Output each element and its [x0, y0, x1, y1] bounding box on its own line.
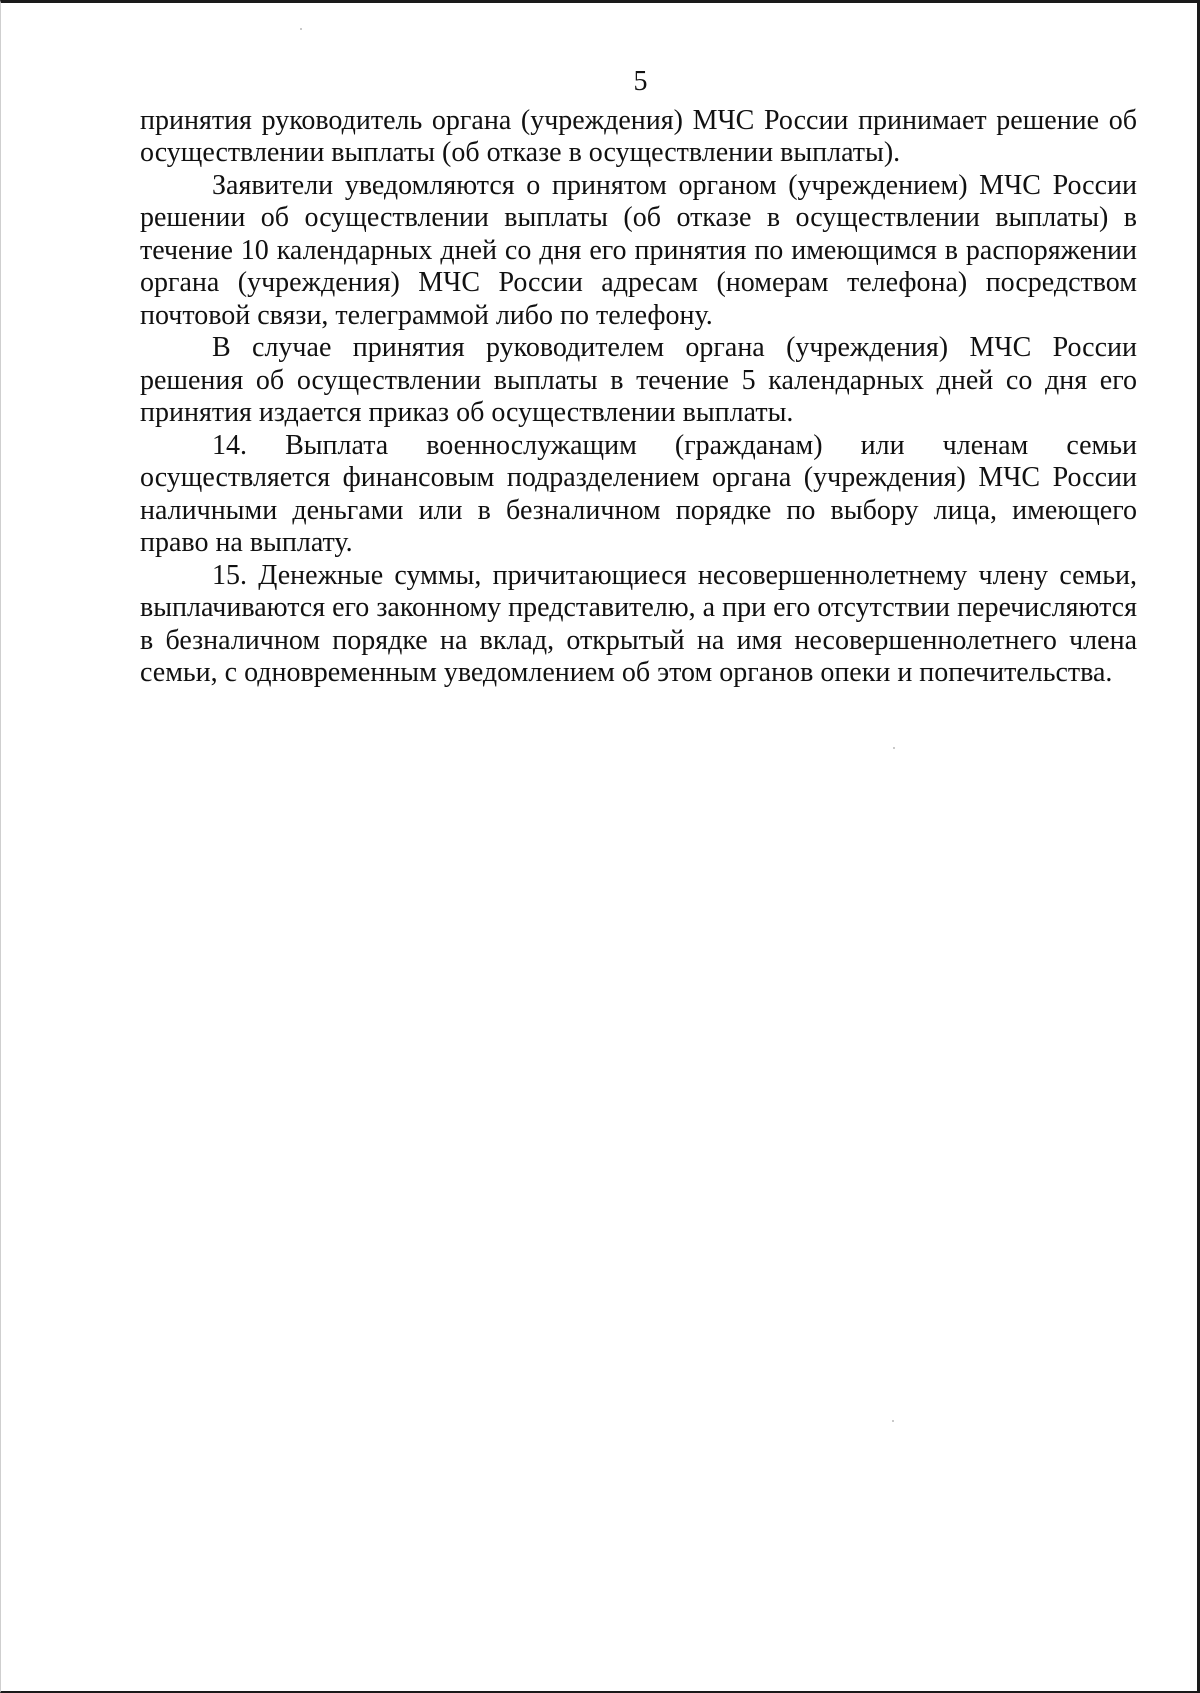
- scan-speck: [300, 28, 302, 30]
- scan-speck: [893, 747, 895, 749]
- page-number: 5: [633, 66, 648, 97]
- paragraph-continuation: принятия руководитель органа (учреждения) МЧС России принимает решение об осуществлении выплаты (об отказе в осуществлении выплаты).: [140, 104, 1137, 168]
- document-page: [140, 66, 1137, 690]
- paragraph-item-14: 14. Выплата военнослужащим (гражданам) или членам семьи осуществляется финансовым подразделением органа (учреждения) МЧС России наличными деньгами или в безналичном порядке по выбору лица, имеющего право на выплату.: [140, 429, 1137, 558]
- paragraph-decision-order: В случае принятия руководителем органа (учреждения) МЧС России решения об осуществлении выплаты в течение 5 календарных дней со дня его принятия издается приказ об осуществлении выплаты.: [140, 332, 1137, 428]
- scan-speck: [892, 1420, 894, 1422]
- paragraph-item-15: 15. Денежные суммы, причитающиеся несовершеннолетнему члену семьи, выплачиваются его законному представителю, а при его отсутствии перечисляются в безналичном порядке на вклад, открытый на имя несовершеннолетнего члена семьи, с одновременным уведомлением об этом органов опеки и попечительства.: [140, 559, 1137, 688]
- paragraph-notification: Заявители уведомляются о принятом органом (учреждением) МЧС России решении об осуществлении выплаты (об отказе в осуществлении выплаты) в течение 10 календарных дней со дня его принятия по имеющимся в распоряжении органа (учреждения) МЧС России адресам (номерам телефона) посредством почтовой связи, телеграммой либо по телефону.: [140, 169, 1137, 331]
